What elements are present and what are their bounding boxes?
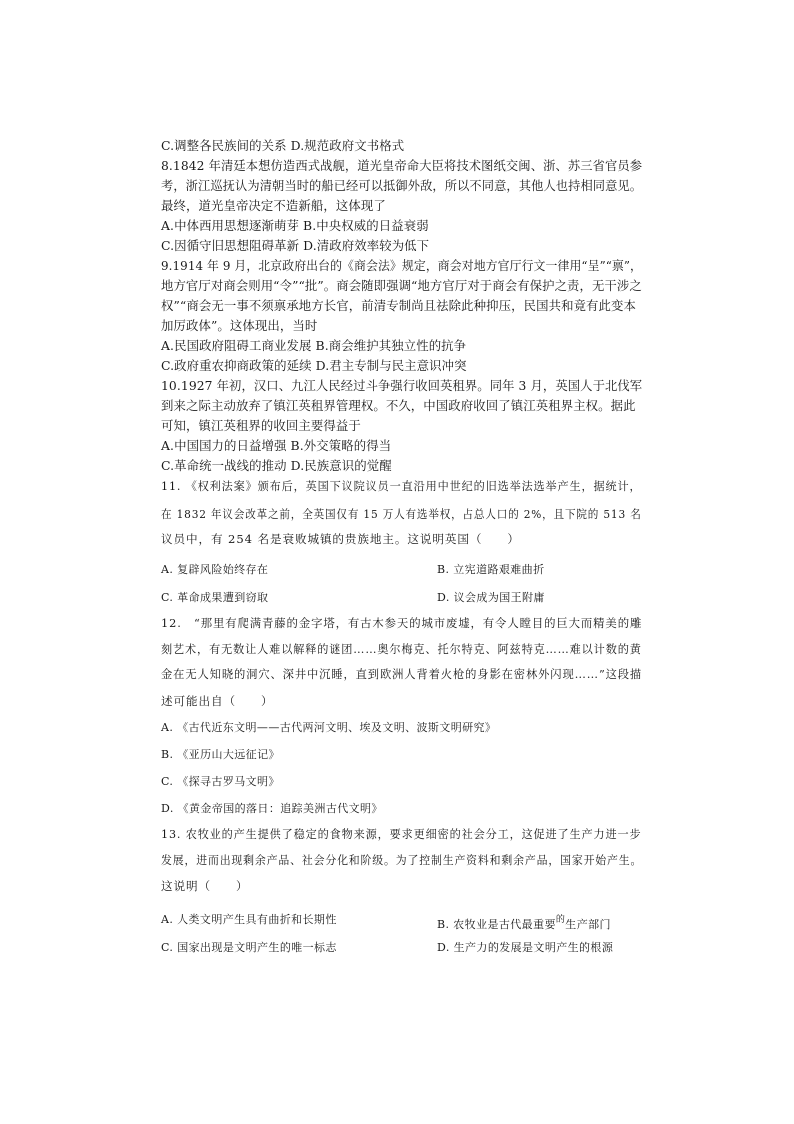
- q13-stem-line-3: 这说明（ ）: [161, 879, 249, 893]
- q10-stem-line-2: 到来之际主动放弃了镇江英租界管理权。不久，中国政府收回了镇江英租界主权。据此: [161, 398, 636, 413]
- q13-stem-line-2: 发展，进而出现剩余产品、社会分化和阶级。为了控制生产资料和剩余产品，国家开始产生。: [161, 853, 643, 867]
- q9-options-cd: C.政府重农抑商政策的延续 D.君主专制与民主意识冲突: [161, 358, 467, 373]
- q9-stem-line-2: 地方官厅对商会则用“令”“批”。商会随即强调“地方官厅对于商会有保护之责，无干涉之: [161, 278, 642, 293]
- q9-stem-line-1: 9.1914 年 9 月，北京政府出台的《商会法》规定，商会对地方官厅行文一律用“呈”“禀”，: [161, 258, 643, 273]
- q9-stem-line-3: 权”“商会无一事不须禀承地方长官，前清专制尚且祛除此种抑压，民国共和竟有此变本: [161, 298, 637, 313]
- q11-stem-line-1: 11. 《权利法案》颁布后，英国下议院议员一直沿用中世纪的旧选举法选举产生，据统计，: [161, 479, 642, 493]
- q8-options-cd: C.因循守旧思想阻碍革新 D.清政府效率较为低下: [161, 238, 430, 253]
- q13-stem-line-1: 13. 农牧业的产生提供了稳定的食物来源，要求更细密的社会分工，这促进了生产力进一步: [161, 827, 642, 841]
- q12-option-d: D. 《黄金帝国的落日：追踪美洲古代文明》: [161, 802, 383, 815]
- q11-option-c: C. 革命成果遭到窃取: [161, 591, 269, 604]
- q12-stem-line-3: 金在无人知晓的洞穴、深井中沉睡，直到欧洲人背着火枪的身影在密林外闪现……”这段描: [161, 667, 643, 681]
- q9-options-ab: A.民国政府阻碍工商业发展 B.商会维护其独立性的抗争: [161, 338, 467, 353]
- q13-option-b: [437, 911, 611, 934]
- q13-option-a: A. 人类文明产生具有曲折和长期性: [161, 913, 337, 926]
- q8-stem-line-2: 考，浙江巡抚认为清朝当时的船已经可以抵御外敌，所以不同意，其他人也持相同意见。: [161, 178, 643, 193]
- q9-stem-line-4: 加厉政体”。这体现出，当时: [161, 318, 318, 333]
- q12-option-c: C. 《探寻古罗马文明》: [161, 775, 280, 788]
- q8-options-ab: A.中体西用思想逐渐萌芽 B.中央权威的日益衰弱: [161, 218, 429, 233]
- q12-option-b: B. 《亚历山大远征记》: [161, 748, 280, 761]
- q12-stem-line-4: 述可能出自（ ）: [161, 694, 274, 708]
- q13-option-b-text-end: 生产部门: [565, 918, 611, 931]
- q12-option-a: A. 《古代近东文明——古代两河文明、埃及文明、波斯文明研究》: [161, 721, 497, 734]
- q11-option-b: B. 立宪道路艰难曲折: [437, 563, 545, 576]
- q8-stem-line-3: 最终，道光皇帝决定不造新船，这体现了: [161, 198, 386, 213]
- q12-stem-line-1: 12. “那里有爬满青藤的金字塔，有古木参天的城市废墟，有令人瞠目的巨大而精美的雕: [161, 616, 643, 630]
- q10-options-ab: A.中国国力的日益增强 B.外交策略的得当: [161, 438, 392, 453]
- q11-stem-line-3: 议员中，有 254 名是衰败城镇的贵族地主。这说明英国（ ）: [161, 532, 520, 546]
- q10-stem-line-3: 可知，镇江英租界的收回主要得益于: [161, 418, 361, 433]
- q13-option-d: D. 生产力的发展是文明产生的根源: [437, 941, 614, 954]
- q13-option-b-superscript: 的: [555, 915, 566, 925]
- q10-options-cd: C.革命统一战线的推动 D.民族意识的觉醒: [161, 458, 392, 473]
- q12-stem-line-2: 刻艺术，有无数让人难以解释的谜团……奥尔梅克、托尔特克、阿兹特克……难以计数的黄: [161, 642, 642, 656]
- q13-option-c: C. 国家出现是文明产生的唯一标志: [161, 941, 337, 954]
- q13-option-b-text: B. 农牧业是古代最重要: [437, 918, 556, 931]
- q11-stem-line-2: 在 1832 年议会改革之前，全英国仅有 15 万人有选举权，占总人口的 2%，且下院的 513 名: [161, 507, 642, 521]
- q11-option-a: A. 复辟风险始终存在: [161, 563, 269, 576]
- q10-stem-line-1: 10.1927 年初，汉口、九江人民经过斗争强行收回英租界。同年 3 月，英国人于北伐军: [161, 378, 643, 393]
- q8-stem-line-1: 8.1842 年清廷本想仿造西式战舰，道光皇帝命大臣将技术图纸交闽、浙、苏三省官员参: [161, 158, 643, 173]
- q7-options-cd: C.调整各民族间的关系 D.规范政府文书格式: [161, 138, 405, 153]
- q11-option-d: D. 议会成为国王附庸: [437, 591, 545, 604]
